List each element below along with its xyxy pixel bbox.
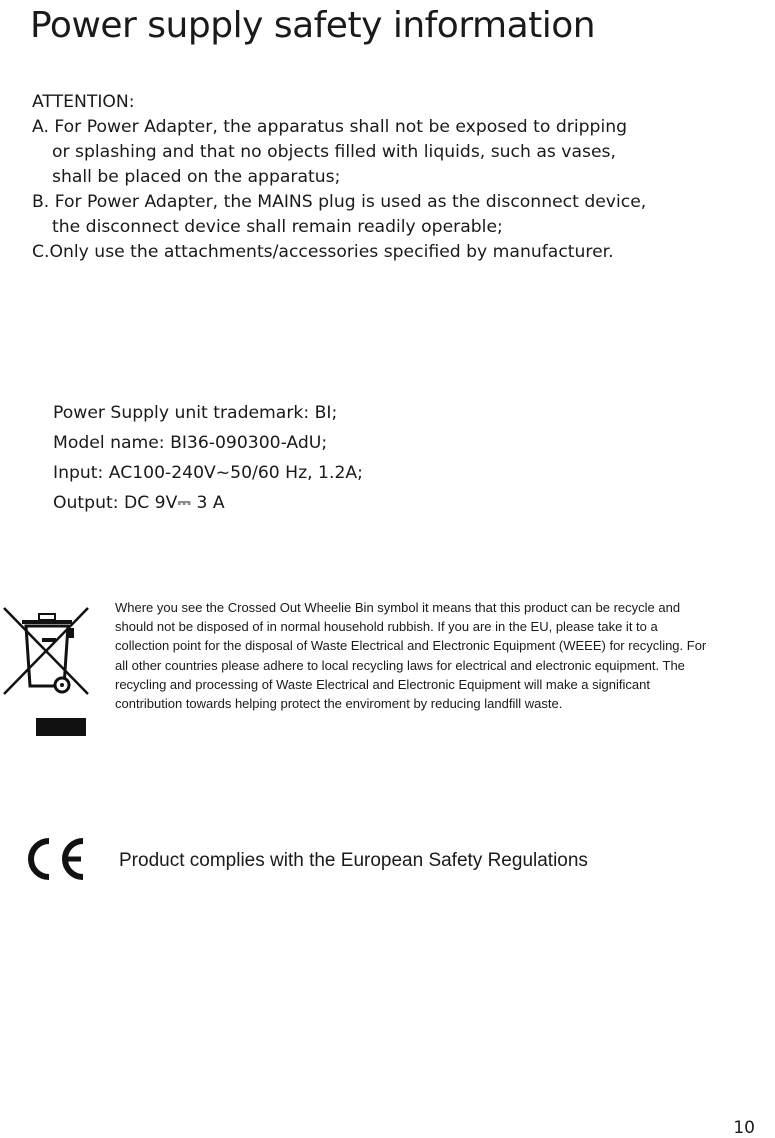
- attention-item-c-line1: C.Only use the attachments/accessories specified by manufacturer.: [32, 242, 614, 262]
- weee-notice: Where you see the Crossed Out Wheelie Bin symbol it means that this product can be recycle and should not be disposed of in normal household rubbish. If you are in the EU, please take it to a collection point for the disposal of Waste Electrical and Electronic Equipment (WEEE) for recycling. For all other countries please adhere to local recycling laws for electrical and electronic equipment. The recycling and processing of Waste Electrical and Electronic Equipment will make a significant contribution towards helping protect the enviroment by reducing landfill waste.: [115, 600, 707, 712]
- attention-section: [32, 90, 772, 265]
- page-number: 10: [733, 1118, 755, 1138]
- spec-output: Output: DC 9V⎓ 3 A: [53, 493, 225, 513]
- spec-input: Input: AC100-240V~50/60 Hz, 1.2A;: [53, 463, 363, 483]
- attention-item-a-line3: shall be placed on the apparatus;: [52, 167, 341, 187]
- power-supply-specs: [53, 398, 363, 518]
- attention-item-a-line2: or splashing and that no objects filled with liquids, such as vases,: [52, 142, 616, 162]
- ce-compliance-text: Product complies with the European Safety Regulations: [119, 850, 588, 871]
- spec-model: Model name: BI36-090300-AdU;: [53, 433, 328, 453]
- attention-item-b-line1: B. For Power Adapter, the MAINS plug is used as the disconnect device,: [32, 192, 647, 212]
- page-title: Power supply safety information: [30, 5, 596, 46]
- attention-item-a-line1: A. For Power Adapter, the apparatus shall not be exposed to dripping: [32, 117, 628, 137]
- ce-mark-icon: [25, 836, 89, 882]
- spec-trademark: Power Supply unit trademark: BI;: [53, 403, 338, 423]
- attention-item-b-line2: the disconnect device shall remain readily operable;: [52, 217, 503, 237]
- attention-heading: ATTENTION:: [32, 92, 135, 112]
- crossed-out-wheelie-bin-icon: [0, 598, 90, 738]
